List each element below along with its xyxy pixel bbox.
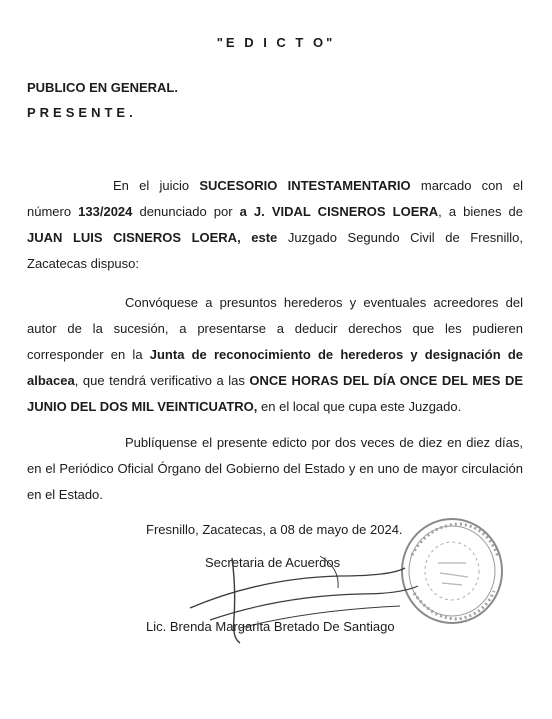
- p1-case-number: 133/2024: [78, 204, 133, 219]
- p1-text: denunciado por: [132, 204, 240, 219]
- document-title: "E D I C T O": [216, 35, 336, 50]
- p2-meeting: Junta de reconocimiento de herederos y designación de albacea: [27, 347, 523, 388]
- p2-text: , que tendrá verificativo a las: [74, 373, 250, 388]
- paragraph-1: [27, 173, 523, 277]
- p2-datetime: ONCE HORAS DEL DÍA ONCE DEL MES DE JUNIO DEL DOS MIL VEINTICUATRO,: [27, 373, 523, 414]
- p1-text: , a bienes de: [438, 204, 523, 219]
- p1-text: Juzgado Segundo Civil de Fresnillo, Zacatecas dispuso:: [27, 230, 523, 271]
- p1-plaintiff: a J. VIDAL CISNEROS LOERA: [239, 204, 439, 219]
- signer-role: Secretaria de Acuerdos: [205, 555, 341, 570]
- paragraph-3: [27, 430, 523, 508]
- p1-deceased: JUAN LUIS CISNEROS LOERA, este: [27, 230, 278, 245]
- addressee-line-1: PUBLICO EN GENERAL.: [27, 80, 178, 95]
- p1-text: marcado con el número: [27, 178, 523, 219]
- p1-case-type: SUCESORIO INTESTAMENTARIO: [199, 178, 411, 193]
- addressee-line-2: PRESENTE.: [27, 105, 137, 120]
- p1-text: En el juicio: [113, 178, 200, 193]
- paragraph-2: [27, 290, 523, 420]
- p3-text: Publíquense el presente edicto por dos veces de diez en diez días, en el Periódico Oficial Órgano del Gobierno del Estado y en uno de mayor circulación en el Estado.: [27, 435, 523, 502]
- p2-text: Convóquese a presuntos herederos y eventuales acreedores del autor de la sucesión, a presentarse a deducir derechos que les pudieren corresponder en la: [27, 295, 523, 362]
- p2-text: en el local que cupa este Juzgado.: [257, 399, 462, 414]
- signer-name: Lic. Brenda Margarita Bretado De Santiago: [146, 619, 395, 634]
- place-date: Fresnillo, Zacatecas, a 08 de mayo de 2024.: [146, 522, 403, 537]
